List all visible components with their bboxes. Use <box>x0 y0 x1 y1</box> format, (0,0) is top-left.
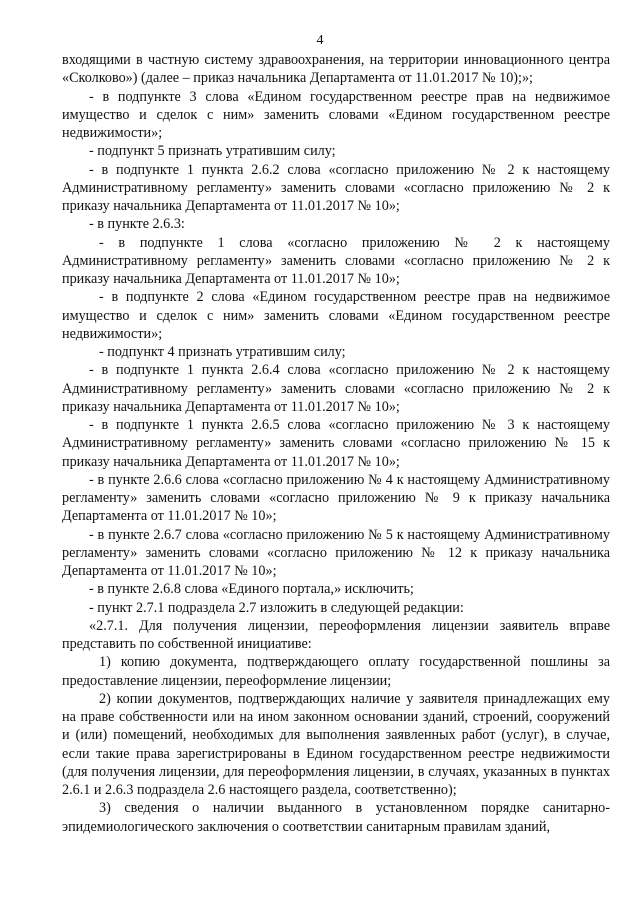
document-paragraph: - в подпункте 2 слова «Едином государственном реестре прав на недвижимое имущество и сделок с ним» заменить словами «Едином государственном реестре недвижимости»; <box>62 289 610 342</box>
document-paragraph: «2.7.1. Для получения лицензии, переоформления лицензии заявитель вправе представить по собственной инициативе: <box>62 617 610 652</box>
document-paragraph: - подпункт 5 признать утратившим силу; <box>89 143 336 160</box>
document-paragraph: 1) копию документа, подтверждающего оплату государственной пошлины за предоставление лицензии, переоформление лицензии; <box>62 654 610 689</box>
document-paragraph: - в пункте 2.6.8 слова «Единого портала,» исключить; <box>89 581 414 598</box>
document-paragraph: 3) сведения о наличии выданного в установленном порядке санитарно-эпидемиологического заключения о соответствии санитарным правилам зданий, <box>62 800 610 835</box>
document-paragraph: - в пункте 2.6.7 слова «согласно приложению № 5 к настоящему Административному регламенту» заменить словами «согласно приложению № 12 к приказу начальника Департамента от 11.01.2017 № 10»; <box>62 526 610 579</box>
document-paragraph: - в подпункте 1 пункта 2.6.2 слова «согласно приложению № 2 к настоящему Административному регламенту» заменить словами «согласно приложению № 2 к приказу начальника Департамента от 11.01.2017 № 10»; <box>62 161 610 214</box>
document-paragraph: - подпункт 4 признать утратившим силу; <box>99 344 346 360</box>
document-paragraph: - в подпункте 1 слова «согласно приложению № 2 к настоящему Административному регламенту» заменить словами «согласно приложению № 2 к приказу начальника Департамента от 11.01.2017 № 10»; <box>62 234 610 287</box>
document-paragraph: входящими в частную систему здравоохранения, на территории инновационного центра «Сколково») (далее – приказ начальника Департамента от 11.01.2017 № 10);»; <box>62 52 610 87</box>
document-paragraph: - в подпункте 3 слова «Едином государственном реестре прав на недвижимое имущество и сделок с ним» заменить словами «Едином государственном реестре недвижимости»; <box>62 88 610 141</box>
document-paragraph: - пункт 2.7.1 подраздела 2.7 изложить в следующей редакции: <box>89 599 464 616</box>
document-paragraph: - в подпункте 1 пункта 2.6.4 слова «согласно приложению № 2 к настоящему Административному регламенту» заменить словами «согласно приложению № 2 к приказу начальника Департамента от 11.01.2017 № 10»; <box>62 362 610 415</box>
document-paragraph: 2) копии документов, подтверждающих наличие у заявителя принадлежащих ему на праве собственности или на ином законном основании зданий, строений, сооружений и (или) помещений, необходимых для выполнения заявленных работ (услуг), в случае, если такие права зарегистрированы в Едином государственном реестре недвижимости (для получения лицензии, для переоформления лицензии, в случаях, указанных в пунктах 2.6.1 и 2.6.3 подраздела 2.6 настоящего раздела, соответственно); <box>62 690 610 798</box>
document-paragraph: - в пункте 2.6.6 слова «согласно приложению № 4 к настоящему Административному регламенту» заменить словами «согласно приложению № 9 к приказу начальника Департамента от 11.01.2017 № 10»; <box>62 471 610 525</box>
document-paragraph: - в подпункте 1 пункта 2.6.5 слова «согласно приложению № 3 к настоящему Административному регламенту» заменить словами «согласно приложению № 15 к приказу начальника Департамента от 11.01.2017 № 10»; <box>62 417 610 470</box>
page-number: 4 <box>316 33 324 48</box>
document-body <box>62 51 610 836</box>
document-paragraph: - в пункте 2.6.3: <box>89 216 185 233</box>
